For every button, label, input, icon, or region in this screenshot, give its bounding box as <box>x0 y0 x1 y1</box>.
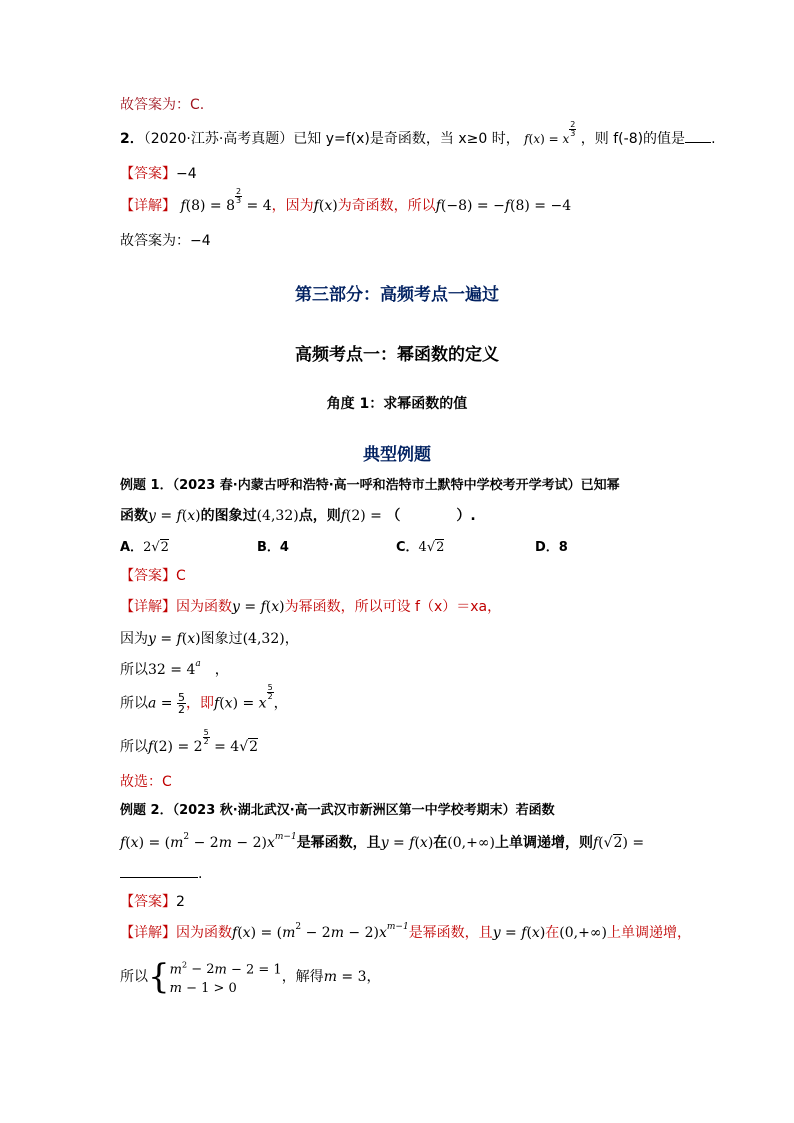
ex2-detail-1: 【详解】因为函数$f(x) = (m^2 - 2m - 2)x^{m-1}$是幂函数，且y = f(x)在(0,+∞)上单调递增， <box>120 922 691 941</box>
question-2: 2．（2020·江苏·高考真题）已知 y=f(x)是奇函数，当 x≥0 时， f(x) = x $\frac{2}{3}$ ，则 f(-8)的值是 . <box>120 120 716 147</box>
ex1-detail-4: 所以a = $\frac{5}{2}$ ，即f(x) = x $\frac{5}{2}$ ， <box>120 683 288 716</box>
ex2-answer: 【答案】2 <box>120 894 185 910</box>
option-a: A．2√2 <box>120 540 169 555</box>
option-d: D．8 <box>535 540 568 555</box>
ex1-final: 故选：C <box>120 774 172 790</box>
q2-final: 故答案为：−4 <box>120 233 211 249</box>
angle1-heading: 角度 1：求幂函数的值 <box>326 396 468 412</box>
ex2-blank: . <box>120 864 202 884</box>
examples-heading: 典型例题 <box>363 445 431 465</box>
ex2-source: 例题 2．（2023 秋·湖北武汉·高一武汉市新洲区第一中学校考期末）若函数 <box>120 803 555 818</box>
ex1-detail-1: 【详解】因为函数y = f(x)为幂函数，所以可设 f（x）＝xa， <box>120 599 502 615</box>
q2-detail: 【详解】 f(8) = 8 $\frac{2}{3}$ = 4，因为f(x)为奇函数，所以f(−8) = −f(8) = −4 <box>120 187 572 214</box>
q2-answer: 【答案】−4 <box>120 166 197 182</box>
part3-heading: 第三部分：高频考点一遍过 <box>295 285 499 305</box>
ex2-detail-2: 所以{ $m^2 - 2m - 2 = 1$ m − 1 > 0 ，解得m = 3， <box>120 957 381 997</box>
ex1-question: 函数y = f(x)的图象过(4,32)点，则f(2) = （ ）. <box>120 508 476 524</box>
ex1-answer: 【答案】C <box>120 568 186 584</box>
ex2-question: $f(x) = (m^2 - 2m - 2)x^{m-1}$是幂函数，且y = f(x)在(0,+∞)上单调递增，则f(√2) = <box>120 832 645 851</box>
option-c: C．4√2 <box>396 540 445 555</box>
ex1-source: 例题 1．（2023 春·内蒙古呼和浩特·高一呼和浩特市土默特中学校考开学考试）已知幂 <box>120 478 620 493</box>
ex1-detail-3: 所以$32 = 4^a$ ， <box>120 659 229 678</box>
option-b: B．4 <box>257 540 289 555</box>
ex1-detail-2: 因为y = f(x)图象过(4,32)， <box>120 631 299 647</box>
answer-line-prev: 故答案为：C. <box>120 97 205 113</box>
ex1-detail-5: 所以f(2) = 2 $\frac{5}{2}$ = 4√2 <box>120 728 259 755</box>
point1-heading: 高频考点一：幂函数的定义 <box>295 345 499 365</box>
